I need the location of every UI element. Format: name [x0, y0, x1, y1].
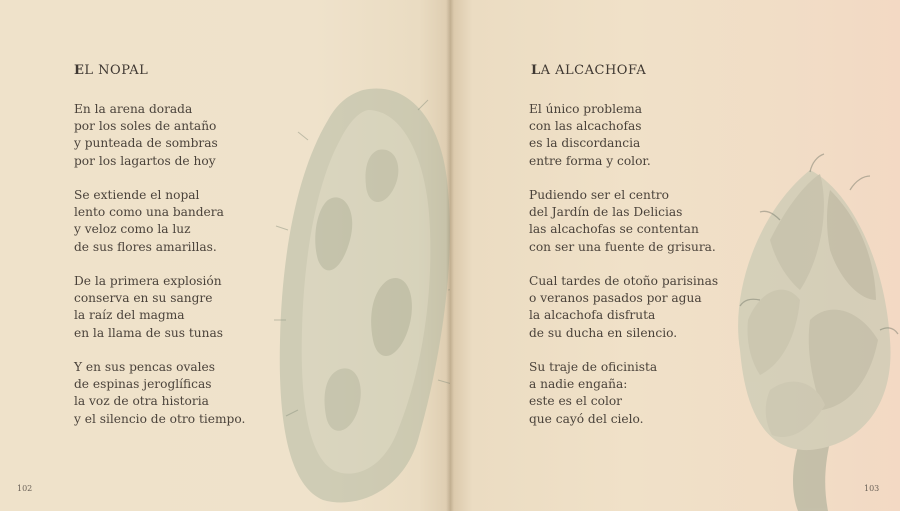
poem-line: Se extiende el nopal — [74, 188, 200, 202]
poem-line: las alcachofas se contentan — [529, 222, 699, 237]
poem-line: la voz de otra historia — [74, 394, 209, 409]
poem-line: por los lagartos de hoy — [74, 153, 216, 168]
poem-line: Y en sus pencas ovales — [74, 360, 216, 374]
poem-line: o veranos pasados por agua — [529, 291, 702, 306]
poem-line: de espinas jeroglíficas — [74, 377, 212, 392]
artichoke-illustration — [700, 150, 900, 511]
poem-la-alcachofa — [529, 101, 718, 445]
stanza — [74, 359, 245, 428]
stanza — [529, 187, 718, 256]
nopal-illustration — [268, 80, 450, 511]
stanza — [529, 273, 718, 342]
poem-line: lento como una bandera — [74, 205, 224, 220]
poem-line: Su traje de oficinista — [529, 360, 658, 374]
poem-line: y veloz como la luz — [74, 222, 191, 237]
poem-line: Cual tardes de otoño parisinas — [529, 274, 719, 288]
poem-line: y punteada de sombras — [74, 136, 218, 151]
poem-line: entre forma y color. — [529, 153, 651, 168]
page-number-right: 103 — [864, 484, 880, 493]
poem-line: a nadie engaña: — [529, 377, 628, 392]
poem-line: con ser una fuente de grisura. — [529, 239, 716, 254]
poem-title-la-alcachofa: LA ALCACHOFA — [531, 63, 647, 78]
right-page — [450, 0, 900, 511]
poem-line: El único problema — [529, 102, 643, 116]
poem-line: este es el color — [529, 394, 623, 409]
poem-line: es la discordancia — [529, 136, 641, 151]
stanza — [529, 101, 718, 170]
poem-line: en la llama de sus tunas — [74, 325, 223, 340]
stanza — [74, 101, 245, 170]
stanza — [74, 273, 245, 342]
poem-line: del Jardín de las Delicias — [529, 205, 683, 220]
poem-line: la raíz del magma — [74, 308, 185, 323]
poem-line: de sus flores amarillas. — [74, 239, 217, 254]
poem-line: De la primera explosión — [74, 274, 222, 288]
poem-line: y el silencio de otro tiempo. — [74, 411, 246, 426]
book-gutter — [446, 0, 454, 511]
poem-el-nopal — [74, 101, 245, 445]
poem-line: por los soles de antaño — [74, 119, 217, 134]
page-number-left: 102 — [17, 484, 33, 493]
poem-line: conserva en su sangre — [74, 291, 213, 306]
poem-line: Pudiendo ser el centro — [529, 188, 669, 202]
poem-line: que cayó del cielo. — [529, 411, 644, 426]
stanza — [529, 359, 718, 428]
poem-title-el-nopal: EL NOPAL — [74, 63, 149, 78]
poem-line: En la arena dorada — [74, 102, 193, 116]
poem-line: de su ducha en silencio. — [529, 325, 678, 340]
poem-line: la alcachofa disfruta — [529, 308, 656, 323]
stanza — [74, 187, 245, 256]
poem-line: con las alcachofas — [529, 119, 642, 134]
